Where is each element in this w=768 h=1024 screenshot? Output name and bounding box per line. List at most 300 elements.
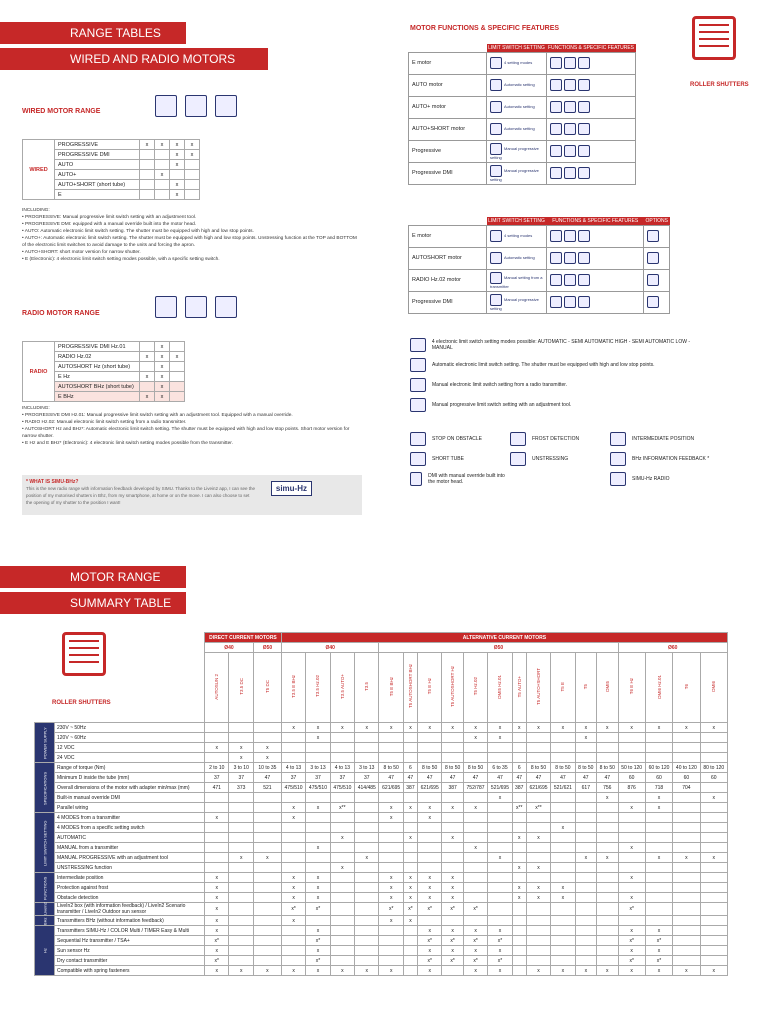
summary-cell — [575, 803, 596, 813]
summary-cell — [442, 753, 463, 763]
feature-label: Progressive DMI — [409, 291, 487, 313]
summary-cell: x — [575, 853, 596, 863]
model-header: AUTOSUN 2 — [205, 653, 229, 723]
wired-cell: x — [155, 170, 170, 180]
summary-cell — [488, 916, 512, 926]
summary-row — [35, 903, 728, 916]
summary-cell — [645, 733, 672, 743]
radio-row-label: AUTOSHORT Hz (short tube) — [55, 362, 140, 372]
feature-icons — [547, 162, 636, 184]
summary-cell — [673, 803, 700, 813]
feature-icon — [564, 79, 576, 91]
wired-cell — [170, 170, 185, 180]
legend-feature-icon — [410, 432, 426, 446]
feature-icons — [547, 96, 636, 118]
feature-icon — [550, 79, 562, 91]
radio-cell — [140, 342, 155, 352]
summary-cell — [355, 946, 379, 956]
setting-icon — [490, 123, 502, 135]
summary-cell: x — [551, 723, 575, 733]
legend — [410, 338, 710, 418]
summary-cell — [229, 956, 253, 966]
summary-cell — [253, 733, 281, 743]
wired-row-label: AUTO+ — [55, 170, 140, 180]
summary-cell: 8 to 50 — [463, 763, 487, 773]
summary-cell — [673, 946, 700, 956]
summary-cell — [330, 823, 354, 833]
summary-cell: 37 — [281, 773, 305, 783]
summary-cell — [355, 893, 379, 903]
summary-row — [35, 833, 728, 843]
diameter-50-icon — [185, 296, 207, 318]
summary-cell — [442, 813, 463, 823]
summary-cell — [700, 743, 727, 753]
summary-cell: 47 — [575, 773, 596, 783]
summary-cell — [205, 853, 229, 863]
summary-cell: 6 to 35 — [488, 763, 512, 773]
feature-icons — [547, 247, 644, 269]
summary-cell: x — [281, 873, 305, 883]
summary-cell: 704 — [673, 783, 700, 793]
feature-icon — [564, 123, 576, 135]
radio-cell: x — [155, 382, 170, 392]
summary-cell — [355, 743, 379, 753]
summary-cell: x — [306, 803, 330, 813]
feature-setting: Manual progressive setting — [487, 291, 547, 313]
summary-cell — [551, 956, 575, 966]
summary-cell: x — [229, 743, 253, 753]
summary-cell — [281, 936, 305, 946]
summary-table — [34, 632, 728, 976]
feature-icon — [550, 57, 562, 69]
legend-icon — [410, 358, 426, 372]
wired-row-label: AUTO+SHORT (short tube) — [55, 180, 140, 190]
summary-cell — [618, 883, 645, 893]
summary-cell: x — [645, 926, 672, 936]
option-icons — [644, 269, 670, 291]
summary-cell: x — [379, 916, 403, 926]
summary-cell — [551, 863, 575, 873]
summary-cell — [700, 883, 727, 893]
legend-feature-icon — [510, 432, 526, 446]
summary-cell: x — [205, 916, 229, 926]
wired-cell — [155, 190, 170, 200]
summary-cell: x — [379, 966, 403, 976]
summary-cell — [253, 803, 281, 813]
summary-cell: 387 — [442, 783, 463, 793]
summary-cell — [281, 946, 305, 956]
summary-cell: x* — [488, 956, 512, 966]
summary-cell: x — [512, 893, 526, 903]
summary-row — [35, 783, 728, 793]
features-title: MOTOR FUNCTIONS & SPECIFIC FEATURES — [410, 25, 560, 32]
summary-cell — [253, 883, 281, 893]
summary-cell — [673, 733, 700, 743]
summary-row-label: Overall dimensions of the motor with adapter min/max (mm) — [55, 783, 205, 793]
summary-cell: x* — [618, 903, 645, 916]
summary-cell: 60 — [618, 773, 645, 783]
simu-logo: simu-Hz — [271, 481, 312, 496]
summary-cell — [205, 793, 229, 803]
radio-row — [23, 342, 185, 352]
summary-cell — [355, 903, 379, 916]
model-header: T3.5 E BHz — [281, 653, 305, 723]
summary-cell — [229, 873, 253, 883]
summary-cell — [575, 873, 596, 883]
radio-cell: x — [140, 352, 155, 362]
summary-cell — [673, 956, 700, 966]
summary-cell — [253, 916, 281, 926]
summary-cell — [355, 813, 379, 823]
summary-cell — [253, 946, 281, 956]
summary-cell: 37 — [330, 773, 354, 783]
summary-cell — [379, 833, 403, 843]
summary-cell — [442, 743, 463, 753]
legend-item: Manual progressive limit switch setting with an adjustment tool. — [410, 398, 710, 412]
summary-row — [35, 813, 728, 823]
summary-cell: 876 — [618, 783, 645, 793]
summary-cell: x — [306, 946, 330, 956]
summary-cell: x — [442, 883, 463, 893]
summary-cell — [379, 863, 403, 873]
summary-cell: x* — [306, 936, 330, 946]
summary-cell: x — [512, 863, 526, 873]
summary-row — [35, 863, 728, 873]
summary-row-label: 4 MODES from a transmitter — [55, 813, 205, 823]
summary-cell — [551, 916, 575, 926]
summary-cell — [488, 873, 512, 883]
feature-icon — [578, 79, 590, 91]
summary-cell — [253, 823, 281, 833]
summary-cell: x — [281, 883, 305, 893]
summary-cell — [551, 793, 575, 803]
summary-cell — [281, 843, 305, 853]
summary-cell — [306, 793, 330, 803]
model-header: T5 DC — [253, 653, 281, 723]
radio-note: • E Hz and E BHz* (Electronic): 4 electronic limit switch setting modes possible from the transmitter. — [22, 441, 233, 446]
summary-cell — [229, 813, 253, 823]
diameter-header: Ø40 — [205, 643, 254, 653]
summary-cell — [442, 853, 463, 863]
wired-cell — [185, 180, 200, 190]
radio-note: INCLUDING: — [22, 406, 50, 411]
summary-cell: 617 — [575, 783, 596, 793]
summary-cell: 8 to 50 — [379, 763, 403, 773]
summary-cell — [355, 793, 379, 803]
summary-cell: x — [645, 946, 672, 956]
summary-cell: 37 — [355, 773, 379, 783]
summary-cell — [229, 883, 253, 893]
summary-cell: x* — [618, 936, 645, 946]
summary-row-label: MANUAL PROGRESSIVE with an adjustment tool — [55, 853, 205, 863]
summary-cell — [330, 946, 354, 956]
summary-cell — [306, 753, 330, 763]
summary-cell: x — [597, 793, 618, 803]
band-motor-range: MOTOR RANGE — [0, 566, 186, 588]
band-summary: SUMMARY TABLE — [0, 592, 186, 614]
summary-cell: x — [281, 723, 305, 733]
summary-row — [35, 823, 728, 833]
summary-cell: x — [673, 853, 700, 863]
summary-cell: x — [418, 813, 442, 823]
summary-cell: x — [442, 946, 463, 956]
model-header: DMI6 — [700, 653, 727, 723]
summary-cell — [673, 893, 700, 903]
summary-cell: x — [645, 723, 672, 733]
summary-cell — [618, 833, 645, 843]
summary-cell — [512, 903, 526, 916]
legend-icon — [410, 338, 426, 352]
wired-note: • AUTO+: Automatic electronic limit switch setting. The shutter must be equipped with high and low stop points. Unstressing function at the TOP and BOTTOM of the electronic limit switches to avoid damage to the units and forcing the apron. — [22, 236, 357, 248]
summary-cell — [526, 956, 550, 966]
summary-cell — [355, 753, 379, 763]
summary-cell: 387 — [403, 783, 417, 793]
summary-cell: 47 — [551, 773, 575, 783]
radio-cell: x — [155, 352, 170, 362]
summary-cell: x — [379, 813, 403, 823]
summary-row-label: LiveIn2 box (with information feedback) / LiveIn2 Scenario transmitter / LiveIn2 Outdoor sun sensor — [55, 903, 205, 916]
summary-cell — [645, 873, 672, 883]
summary-row — [35, 926, 728, 936]
feature-row — [409, 225, 670, 247]
summary-cell — [355, 883, 379, 893]
summary-cell — [551, 843, 575, 853]
model-header: T5 E — [551, 653, 575, 723]
summary-cell: x — [618, 723, 645, 733]
summary-cell — [205, 823, 229, 833]
summary-cell — [700, 733, 727, 743]
summary-cell — [551, 813, 575, 823]
summary-cell — [597, 946, 618, 956]
summary-cell: x — [418, 893, 442, 903]
feature-setting: Automatic setting — [487, 247, 547, 269]
summary-cell: x* — [645, 936, 672, 946]
summary-cell: x — [526, 723, 550, 733]
summary-cell — [700, 873, 727, 883]
summary-row-label: Dry contact transmitter — [55, 956, 205, 966]
summary-cell — [281, 833, 305, 843]
summary-cell: 37 — [205, 773, 229, 783]
legend-icons — [410, 432, 710, 492]
diameter-40-icon — [155, 296, 177, 318]
summary-cell — [673, 753, 700, 763]
summary-row — [35, 773, 728, 783]
feature-icon — [564, 167, 576, 179]
legend-icon-item: STOP ON OBSTACLE — [410, 432, 510, 446]
summary-cell — [673, 883, 700, 893]
summary-cell — [229, 793, 253, 803]
summary-cell — [526, 743, 550, 753]
legend-icon-item: DMI with manual override built into the motor head. — [410, 472, 510, 486]
wired-note: • PROGRESSIVE: Manual progressive limit switch setting with an adjustment tool. — [22, 215, 197, 220]
summary-cell — [253, 926, 281, 936]
option-icons — [644, 291, 670, 313]
summary-cell: x — [645, 853, 672, 863]
option-icon — [647, 274, 659, 286]
wired-cell — [155, 150, 170, 160]
summary-cell — [575, 926, 596, 936]
wired-note: INCLUDING: — [22, 208, 50, 213]
feature-icons — [547, 269, 644, 291]
summary-cell — [673, 743, 700, 753]
summary-cell — [597, 843, 618, 853]
simu-bhz-box — [22, 475, 362, 515]
summary-cell — [645, 863, 672, 873]
wired-note: • AUTO: Automatic electronic limit switch setting. The shutter must be equipped with high and low stop points. — [22, 229, 254, 234]
setting-icon — [490, 143, 502, 155]
summary-cell: x — [205, 883, 229, 893]
summary-cell — [330, 916, 354, 926]
wired-cell: x — [140, 140, 155, 150]
summary-cell — [403, 966, 417, 976]
summary-cell: x — [253, 853, 281, 863]
summary-cell — [205, 723, 229, 733]
summary-cell: x — [597, 723, 618, 733]
wired-cell — [155, 180, 170, 190]
summary-cell — [330, 893, 354, 903]
feature-setting: Automatic setting — [487, 74, 547, 96]
feature-icon — [550, 252, 562, 264]
summary-cell — [306, 743, 330, 753]
summary-cell: x — [281, 893, 305, 903]
summary-cell: x — [463, 966, 487, 976]
summary-cell — [526, 733, 550, 743]
summary-cell — [403, 863, 417, 873]
radio-table — [22, 341, 185, 402]
summary-cell: x — [597, 853, 618, 863]
summary-cell: x — [306, 873, 330, 883]
summary-cell — [512, 966, 526, 976]
summary-row — [35, 843, 728, 853]
summary-cell — [597, 753, 618, 763]
summary-cell — [379, 946, 403, 956]
summary-cell — [229, 946, 253, 956]
summary-cell — [488, 893, 512, 903]
summary-cell: x — [330, 863, 354, 873]
summary-cell — [597, 903, 618, 916]
summary-cell: x — [463, 723, 487, 733]
summary-row — [35, 723, 728, 733]
summary-cell: x — [418, 926, 442, 936]
feature-icons — [547, 52, 636, 74]
summary-cell: x — [645, 793, 672, 803]
summary-cell — [330, 853, 354, 863]
legend-icon-item: INTERMEDIATE POSITION — [610, 432, 710, 446]
summary-cell: x — [229, 966, 253, 976]
summary-cell: x — [306, 843, 330, 853]
summary-cell: x — [488, 946, 512, 956]
summary-row-label: MANUAL from a transmitter — [55, 843, 205, 853]
summary-cell: x* — [306, 903, 330, 916]
summary-cell — [597, 803, 618, 813]
feature-setting: Automatic setting — [487, 118, 547, 140]
summary-cell — [306, 863, 330, 873]
legend-feature-icon — [410, 452, 426, 466]
simu-box-title: * WHAT IS SIMU-BHz? — [26, 479, 79, 485]
summary-cell — [281, 743, 305, 753]
roller-shutter-icon — [692, 16, 736, 60]
summary-row — [35, 893, 728, 903]
feature-icons — [547, 225, 644, 247]
summary-cell: x — [463, 926, 487, 936]
summary-cell — [253, 793, 281, 803]
summary-cell: x* — [418, 936, 442, 946]
diameter-60-icon — [215, 296, 237, 318]
summary-cell — [463, 863, 487, 873]
summary-cell: x — [205, 873, 229, 883]
summary-cell — [355, 733, 379, 743]
summary-cell: x — [403, 883, 417, 893]
legend-icon-row — [410, 432, 710, 446]
summary-cell: x — [488, 926, 512, 936]
summary-cell: 47 — [597, 773, 618, 783]
legend-item: Manual electronic limit switch setting from a radio transmitter. — [410, 378, 710, 392]
model-header: T5 E BHz — [379, 653, 403, 723]
summary-cell — [700, 833, 727, 843]
diameter-60-icon — [215, 95, 237, 117]
summary-cell — [597, 863, 618, 873]
feature-icon — [550, 230, 562, 242]
summary-cell — [700, 813, 727, 823]
summary-row — [35, 743, 728, 753]
summary-cell — [551, 833, 575, 843]
summary-group: POWER SUPPLY — [35, 723, 55, 763]
summary-cell — [205, 843, 229, 853]
summary-cell — [618, 853, 645, 863]
summary-cell — [618, 813, 645, 823]
summary-cell — [418, 853, 442, 863]
summary-cell — [551, 936, 575, 946]
summary-cell: 2 to 10 — [205, 763, 229, 773]
summary-row-label: Sequential Hz transmitter / TSA+ — [55, 936, 205, 946]
summary-cell: x* — [442, 903, 463, 916]
summary-cell: x* — [418, 956, 442, 966]
summary-cell — [488, 753, 512, 763]
radio-note: • RADIO Hz.02: Manual electronic limit switch setting from a radio transmitter. — [22, 420, 187, 425]
summary-cell — [229, 916, 253, 926]
summary-cell: 47 — [442, 773, 463, 783]
setting-icon — [490, 252, 502, 264]
summary-cell: x* — [463, 903, 487, 916]
summary-cell: 4 to 13 — [281, 763, 305, 773]
summary-cell: x — [526, 883, 550, 893]
feature-setting: Manual progressive setting — [487, 162, 547, 184]
summary-cell — [463, 883, 487, 893]
summary-cell — [379, 793, 403, 803]
summary-cell: 8 to 50 — [526, 763, 550, 773]
summary-cell: 8 to 50 — [551, 763, 575, 773]
summary-cell — [645, 833, 672, 843]
summary-cell — [229, 733, 253, 743]
summary-cell — [205, 803, 229, 813]
wired-cell — [140, 160, 155, 170]
summary-cell: x — [442, 926, 463, 936]
model-header: T5 Hz.02 — [463, 653, 487, 723]
summary-cell: x — [379, 883, 403, 893]
summary-cell: x* — [463, 936, 487, 946]
summary-cell — [618, 753, 645, 763]
summary-row — [35, 873, 728, 883]
band-wired-radio: WIRED AND RADIO MOTORS — [0, 48, 268, 70]
summary-cell: x — [618, 803, 645, 813]
wired-cell: x — [170, 160, 185, 170]
summary-cell: x — [330, 723, 354, 733]
summary-cell: x — [488, 966, 512, 976]
model-header: DMI5 — [597, 653, 618, 723]
wired-table — [22, 139, 200, 200]
radio-row-label: E Hz — [55, 372, 140, 382]
summary-cell: x — [205, 893, 229, 903]
